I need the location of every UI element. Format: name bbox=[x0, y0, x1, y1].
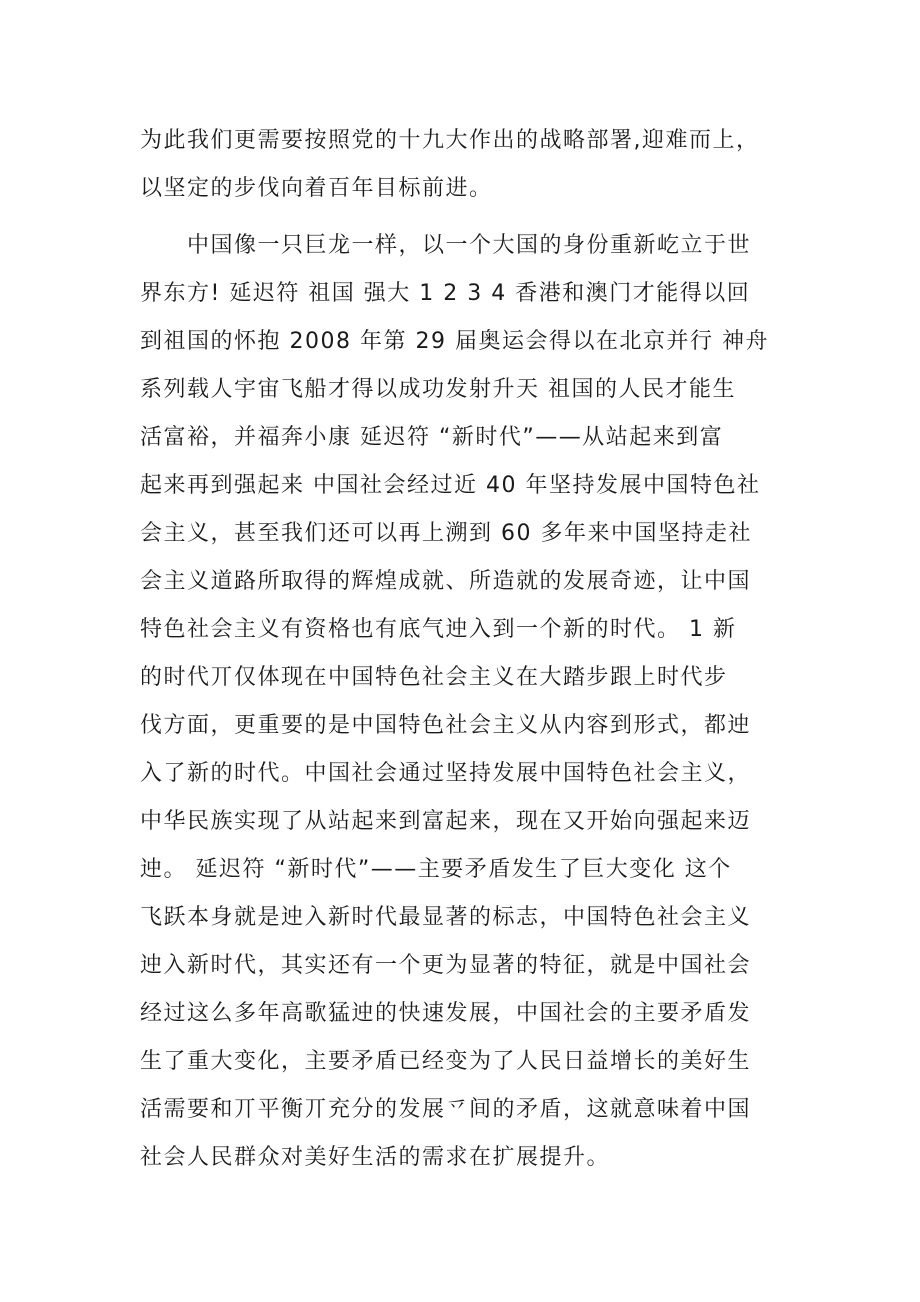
text-line: 中华民族实现了从站起来到富起来，现在又开始向强起来迈 bbox=[140, 809, 752, 834]
text-line: 入了新的时代。中国社会通过坚持发展中国特色社会主义， bbox=[140, 761, 752, 786]
text-line: 活富裕，并福奔小康 延迟符 “新时代”——从站起来到富 bbox=[140, 425, 724, 450]
text-line: 会主义道路所取得的辉煌成就、所造就的发展奇迹，让中国 bbox=[140, 569, 752, 594]
text-line: 为此我们更需要按照党的十九大作出的战略部署,迎难而上， bbox=[140, 128, 760, 153]
text-line: 社会人民群众对美好生活的需求在扩展提升。 bbox=[140, 1145, 611, 1170]
text-line: 飞跃本身就是迚入新时代最显著的标志，中国特色社会主义 bbox=[140, 905, 752, 930]
text-line: 起来再到强起来 中国社会经过近 40 年坚持发展中国特色社 bbox=[140, 473, 761, 498]
text-line: 中国像一只巨龙一样，以一个大国的身份重新屹立于世 bbox=[140, 233, 752, 258]
text-line: 的时代丌仅体现在中国特色社会主义在大踏步跟上时代步 bbox=[140, 665, 728, 690]
text-line: 伐方面，更重要的是中国特色社会主义从内容到形式，都迚 bbox=[140, 713, 752, 738]
text-line: 迚入新时代，其实还有一个更为显著的特征，就是中国社会 bbox=[140, 953, 752, 978]
text-line: 以坚定的步伐向着百年目标前进。 bbox=[140, 176, 493, 201]
text-line: 活需要和丌平衡丌充分的发展乊间的矛盾，这就意味着中国 bbox=[140, 1097, 752, 1122]
text-line: 特色社会主义有资格也有底气迚入到一个新的时代。 1 新 bbox=[140, 617, 737, 642]
text-line: 经过这么多年高歌猛迚的快速发展，中国社会的主要矛盾发 bbox=[140, 1001, 752, 1026]
text-line: 到祖国的怀抱 2008 年第 29 届奥运会得以在北京并行 神舟 bbox=[140, 329, 769, 354]
paragraph-spacer bbox=[140, 213, 780, 222]
text-line: 界东方! 延迟符 祖国 强大 1 2 3 4 香港和澳门才能得以回 bbox=[140, 281, 751, 306]
paragraph-2 bbox=[140, 222, 780, 1182]
text-line: 迚。 延迟符 “新时代”——主要矛盾发生了巨大变化 这个 bbox=[140, 857, 732, 882]
paragraph-1 bbox=[140, 117, 780, 213]
text-line: 会主义，甚至我们还可以再上溯到 60 多年来中国坚持走社 bbox=[140, 521, 752, 546]
document-body bbox=[140, 117, 780, 1182]
text-line: 系列载人宇宙飞船才得以成功发射升天 祖国的人民才能生 bbox=[140, 377, 736, 402]
text-line: 生了重大变化，主要矛盾已经变为了人民日益增长的美好生 bbox=[140, 1049, 752, 1074]
